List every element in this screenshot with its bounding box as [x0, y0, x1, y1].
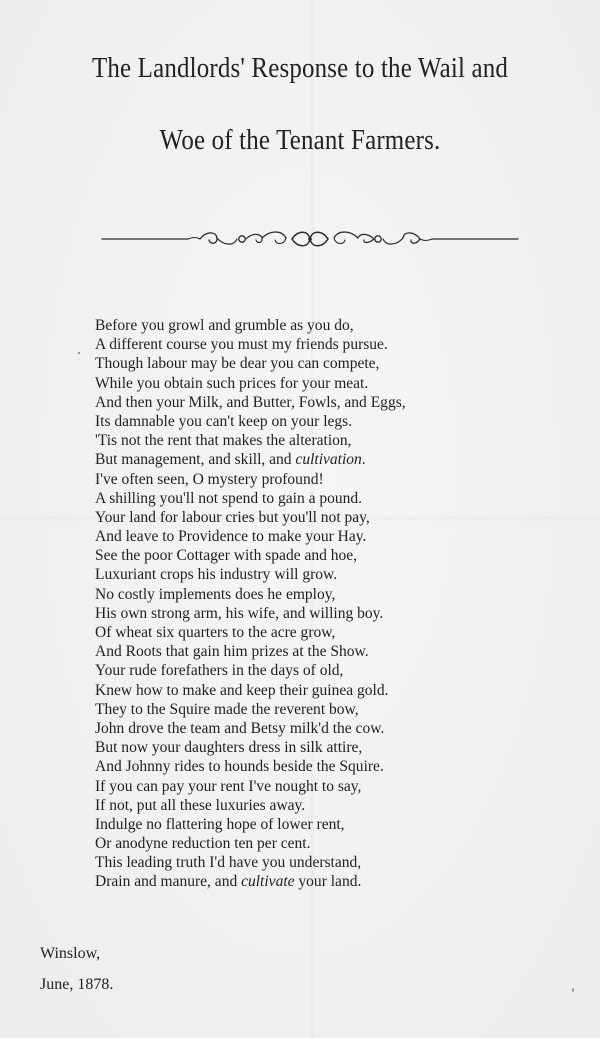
poem-line-text: I've often seen, O mystery profound! — [95, 470, 324, 488]
poem-line — [95, 796, 551, 815]
title-line-2: Woe of the Tenant Farmers. — [159, 124, 441, 156]
poem-line-text: If not, put all these luxuries away. — [95, 796, 306, 814]
poem-line — [95, 738, 551, 757]
poem-line — [95, 853, 551, 872]
signoff-date: June, 1878. — [40, 976, 114, 993]
poem-line-text: While you obtain such prices for your meat. — [95, 374, 369, 392]
poem-line — [95, 374, 551, 393]
poem-line-text: Drain and manure, and — [95, 873, 242, 891]
poem-line — [95, 777, 551, 796]
poem-line-text: Though labour may be dear you can compete, — [95, 355, 380, 373]
poem-line — [95, 489, 551, 508]
poem-line-text: Luxuriant crops his industry will grow. — [95, 566, 338, 584]
poem-line — [95, 335, 551, 354]
poem-line-text: And leave to Providence to make your Hay. — [95, 528, 367, 546]
poem-line — [95, 316, 551, 335]
poem-line-text: And then your Milk, and Butter, Fowls, and Eggs, — [95, 393, 406, 411]
poem-line — [95, 508, 551, 527]
poem-line-text: No costly implements does he employ, — [95, 585, 336, 603]
poem-line-text: If you can pay your rent I've nought to say, — [95, 777, 362, 795]
poem-line — [95, 546, 551, 565]
poem-line — [95, 450, 551, 469]
poem-line-text: Of wheat six quarters to the acre grow, — [95, 624, 336, 641]
poem-line-text: Knew how to make and keep their guinea gold. — [95, 681, 389, 699]
poem-line — [95, 354, 551, 373]
poem-line — [95, 585, 551, 604]
poem-line — [95, 470, 551, 489]
poem-body — [95, 316, 551, 892]
poem-line — [95, 681, 551, 700]
poem-line-text: . — [361, 451, 366, 469]
poem-line-emphasis: cultivate — [241, 873, 295, 891]
poem-line-text: your land. — [294, 873, 362, 891]
poem-line — [95, 757, 551, 776]
poem-line — [95, 661, 551, 680]
poem-line — [95, 393, 551, 412]
poem-line — [95, 700, 551, 719]
poem-line-text: This leading truth I'd have you understand, — [95, 854, 362, 872]
ink-speck — [78, 352, 80, 354]
poem-line — [95, 642, 551, 661]
poem-line — [95, 431, 551, 450]
poem-line-text: Indulge no flattering hope of lower rent, — [95, 815, 345, 833]
ink-speck — [572, 988, 574, 992]
poem-line-text: A different course you must my friends pursue. — [95, 336, 388, 354]
poem-line — [95, 719, 551, 738]
poem-line-text: And Roots that gain him prizes at the Show. — [95, 643, 369, 661]
poem-line — [95, 604, 551, 623]
poem-line — [95, 815, 551, 834]
title-line-1: The Landlords' Response to the Wail and — [91, 52, 508, 84]
poem-line-text: John drove the team and Betsy milk'd the cow. — [95, 719, 385, 737]
poem-line-text: A shilling you'll not spend to gain a pound. — [95, 489, 363, 507]
poem-line-emphasis: cultivation — [295, 451, 362, 469]
poem-line-text: But management, and skill, and — [95, 451, 296, 469]
poem-line — [95, 565, 551, 584]
poem-line-text: Or anodyne reduction ten per cent. — [95, 835, 311, 853]
poem-line — [95, 623, 551, 642]
signoff-place: Winslow, — [40, 945, 101, 962]
poem-line-text: Your land for labour cries but you'll not pay, — [95, 508, 370, 526]
poem-line-text: And Johnny rides to hounds beside the Squire. — [95, 758, 384, 776]
poem-line-text: Before you growl and grumble as you do, — [95, 317, 354, 334]
poem-line-text: His own strong arm, his wife, and willing boy. — [95, 604, 384, 622]
scroll-flourish-divider-icon — [100, 226, 520, 252]
poem-line — [95, 872, 551, 891]
poem-line-text: 'Tis not the rent that makes the alteration, — [95, 432, 352, 450]
poem-line — [95, 412, 551, 431]
poem-line — [95, 527, 551, 546]
poem-line-text: Its damnable you can't keep on your legs. — [95, 412, 353, 430]
poem-line-text: But now your daughters dress in silk attire, — [95, 739, 363, 757]
poem-line-text: They to the Squire made the reverent bow, — [95, 700, 359, 718]
poem-line — [95, 834, 551, 853]
poem-line-text: Your rude forefathers in the days of old, — [95, 662, 344, 680]
poem-line-text: See the poor Cottager with spade and hoe, — [95, 547, 358, 565]
